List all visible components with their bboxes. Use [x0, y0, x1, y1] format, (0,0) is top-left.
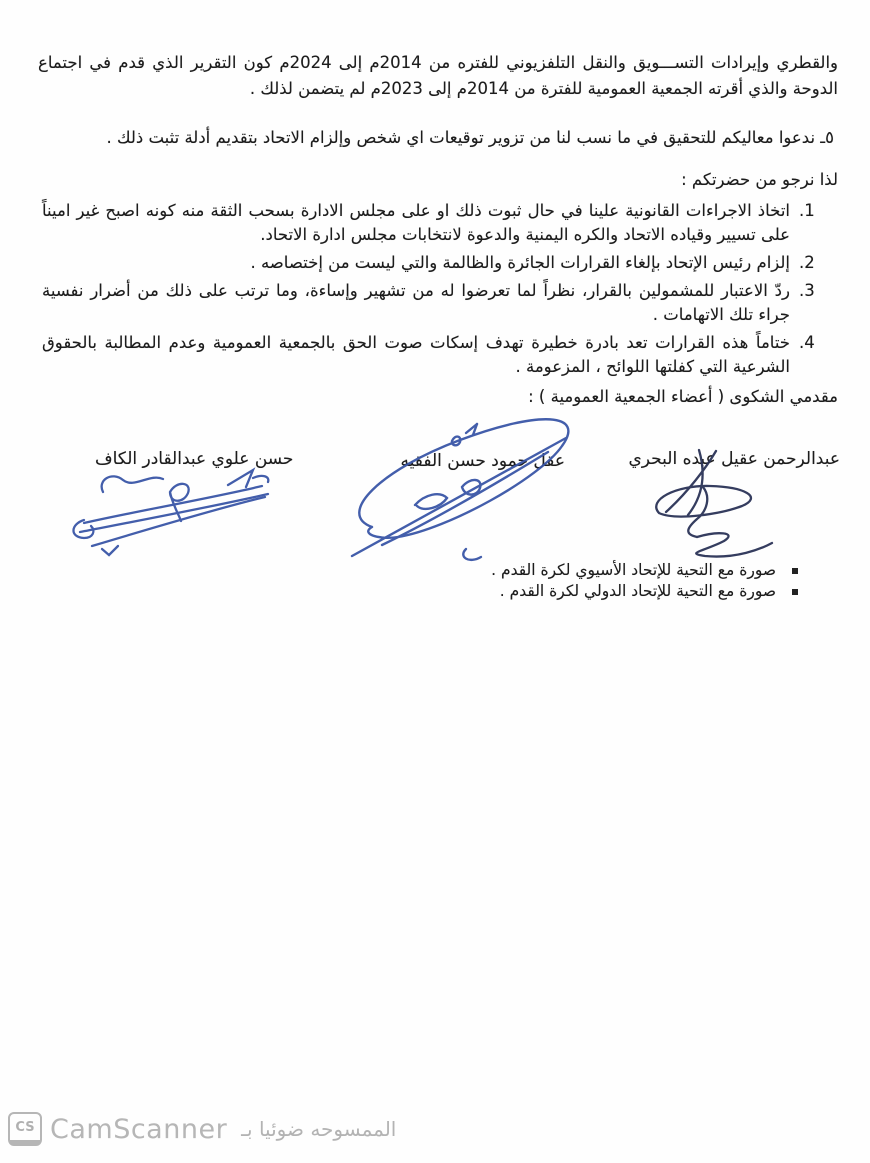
- camscanner-brand-text: CamScanner: [50, 1113, 228, 1145]
- cc-item-1: [491, 560, 798, 581]
- request-intro: لذا نرجو من حضرتكم :: [681, 170, 838, 189]
- camscanner-arabic-text: الممسوحه ضوئيا بـ: [241, 1117, 397, 1141]
- demand-item-4: [42, 331, 825, 379]
- demand-item-3: [42, 279, 825, 327]
- demand-text: اتخاذ الاجراءات القانونية علينا في حال ثبوت ذلك او على مجلس الادارة بسحب الثقة منه كونه اصبح غير اميناً على تسيير وقياده الاتحاد والكره اليمنية والدعوة لانتخابات مجلس ادارة الاتحاد.: [42, 201, 790, 244]
- camscanner-watermark: [8, 1112, 396, 1146]
- paragraph-item-5: ٥ـ ندعوا معاليكم للتحقيق في ما نسب لنا من تزوير توقيعات اي شخص وإلزام الاتحاد بتقديم أدلة تثبت ذلك .: [106, 128, 834, 147]
- square-bullet-icon: [792, 568, 798, 574]
- demand-item-2: [42, 251, 825, 275]
- complainants-heading: مقدمي الشكوى ( أعضاء الجمعية العمومية ) :: [528, 387, 838, 406]
- cc-text: صورة مع التحية للإتحاد الأسيوي لكرة القدم .: [491, 561, 776, 579]
- cc-item-2: [491, 581, 798, 602]
- signatory-name-2: عقل حمود حسن الفقيه: [400, 451, 565, 471]
- camscanner-logo-icon: CS: [8, 1112, 42, 1146]
- demand-number: 1.: [799, 201, 815, 220]
- demand-number: 3.: [799, 281, 815, 300]
- signature-alkaf: [73, 470, 268, 555]
- signatory-name-1: عبدالرحمن عقيل عبده البحري: [628, 449, 840, 469]
- square-bullet-icon: [792, 589, 798, 595]
- demand-text: ردّ الاعتبار للمشمولين بالقرار، نظراً لما تعرضوا له من تشهير وإساءة، وما ترتب على ذلك من أضرار نفسية جراء تلك الاتهامات .: [42, 281, 790, 324]
- signature-alfaqih: [352, 419, 568, 560]
- signatory-name-3: حسن علوي عبدالقادر الكاف: [95, 449, 294, 469]
- cc-list: [491, 560, 798, 602]
- demands-list: [42, 199, 825, 383]
- cc-text: صورة مع التحية للإتحاد الدولي لكرة القدم .: [499, 582, 776, 600]
- demand-text: إلزام رئيس الإتحاد بإلغاء القرارات الجائرة والظالمة والتي ليست من إختصاصه .: [250, 253, 790, 272]
- demand-number: 2.: [799, 253, 815, 272]
- paragraph-report-period: والقطري وإيرادات التســـويق والنقل التلفزيوني للفتره من 2014م إلى 2024م كون التقرير الذي قدم في اجتماع الدوحة والذي أقرته الجمعية العمومية للفترة من 2014م إلى 2023م لم يتضمن لذلك .: [38, 53, 839, 98]
- demand-number: 4.: [799, 333, 815, 352]
- demand-text: ختاماً هذه القرارات تعد بادرة خطيرة تهدف إسكات صوت الحق بالجمعية العمومية وعدم المطالبة بالحقوق الشرعية التي كفلتها اللوائح ، المزعومة .: [42, 333, 790, 376]
- demand-item-1: [42, 199, 825, 247]
